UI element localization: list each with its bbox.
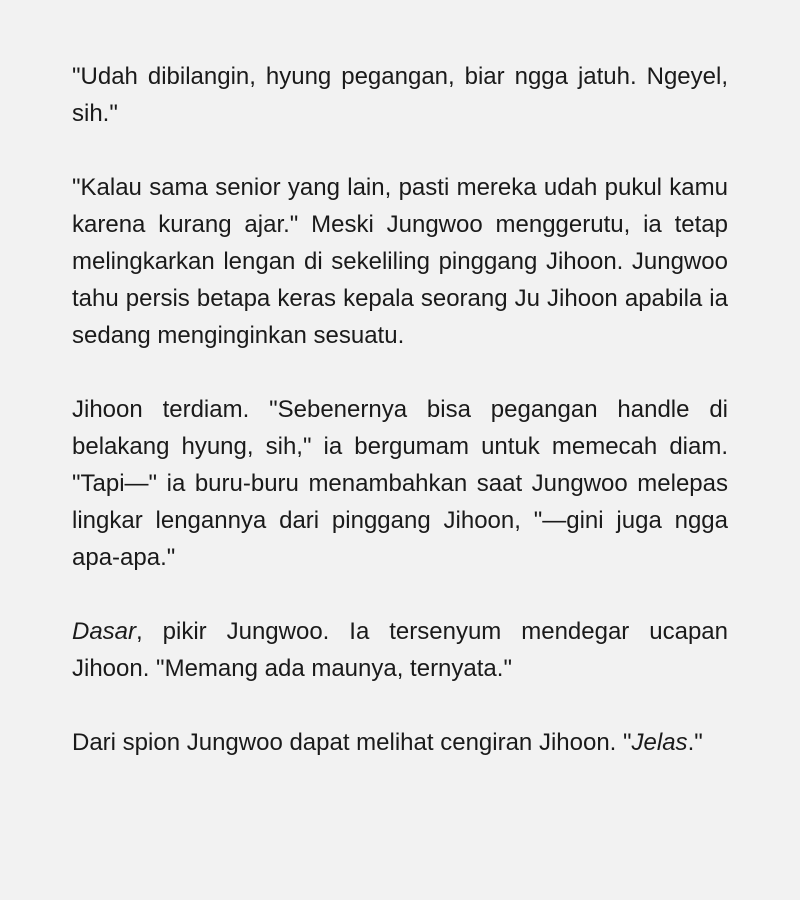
text-run: ." xyxy=(687,729,703,756)
italic-text-run: Jelas xyxy=(631,729,688,756)
text-run: Dari spion Jungwoo dapat melihat cengiran Jihoon. " xyxy=(72,729,632,756)
paragraph-5 xyxy=(72,724,728,761)
paragraph-1 xyxy=(72,58,728,132)
paragraph-3 xyxy=(72,391,728,576)
italic-text-run: Dasar xyxy=(72,618,137,645)
text-run: "Udah dibilangin, hyung pegangan, biar ngga jatuh. Ngeyel, sih." xyxy=(72,63,728,127)
paragraph-2 xyxy=(72,169,728,354)
text-run: Jihoon terdiam. "Sebenernya bisa pegangan handle di belakang hyung, sih," ia bergumam untuk memecah diam. "Tapi—" ia buru-buru menambahkan saat Jungwoo melepas lingkar lengannya dari pinggang Jihoon, "—gini juga ngga apa-apa." xyxy=(72,396,728,571)
text-run: , pikir Jungwoo. Ia tersenyum mendegar ucapan Jihoon. "Memang ada maunya, ternyata." xyxy=(72,618,728,682)
text-run: "Kalau sama senior yang lain, pasti mereka udah pukul kamu karena kurang ajar." Meski Jungwoo menggerutu, ia tetap melingkarkan lengan di sekeliling pinggang Jihoon. Jungwoo tahu persis betapa keras kepala seorang Ju Jihoon apabila ia sedang menginginkan sesuatu. xyxy=(72,174,728,349)
paragraph-4 xyxy=(72,613,728,687)
